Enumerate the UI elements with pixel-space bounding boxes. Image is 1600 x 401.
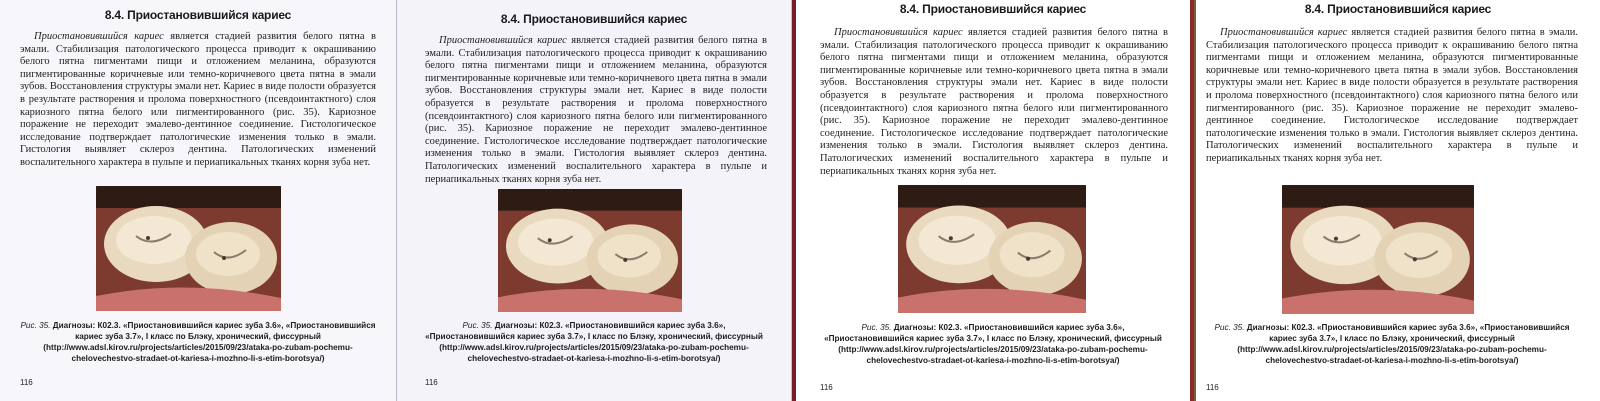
body-lead: Приостановившийся кариес	[834, 27, 963, 38]
page-title: 8.4. Приостановившийся кариес	[899, 2, 1087, 16]
page-title: 8.4. Приостановившийся кариес	[1304, 2, 1492, 16]
caption-label: Рис. 35.	[1214, 323, 1245, 332]
figure-caption	[1206, 322, 1578, 366]
page-number: 116	[20, 378, 33, 387]
page-number: 116	[1206, 383, 1219, 392]
molar-teeth-photo	[1282, 185, 1474, 314]
body-rest: является стадией развития белого пятна в эмали. Стабилизация патологического процесса приводит к окрашиванию белого пятна пигментами пищи и отложением меланина, образуются пигментированные коричневые или темно-коричневого цвета пятна в эмали зубов. Восстановления структуры эмали нет. Кариес в виде полости образуется в результате растворения и пролома поверхностного (псевдоинтактного) слоя кариозного пятна белого или пигментированного (рис. 35). Кариозное поражение не переходит эмалево-дентинное соединение. Гистологическое исследование подтверждает патологические изменения только в эмали. Гистология выявляет склероз дентина. Патологических изменений воспалительного характера в пульпе и периапикальных тканях корня зуба нет.	[820, 27, 1168, 177]
body-text	[20, 31, 376, 170]
molar-teeth-photo	[498, 189, 682, 312]
body-rest: является стадией развития белого пятна в эмали. Стабилизация патологического процесса приводит к окрашиванию белого пятна пигментами пищи и отложением меланина, образуются пигментированные коричневые или темно-коричневого цвета пятна в эмали зубов. Восстановления структуры эмали нет. Кариес в виде полости образуется в результате растворения и пролома поверхностного (псевдоинтактного) слоя кариозного пятна белого или пигментированного (рис. 35). Кариозное поражение не переходит эмалево-дентинное соединение. Гистологическое исследование подтверждает патологические изменения только в эмали. Гистология выявляет склероз дентина. Патологических изменений воспалительного характера в пульпе и периапикальных тканях корня зуба нет.	[425, 35, 767, 185]
figure-caption	[818, 322, 1168, 366]
body-lead: Приостановившийся кариес	[1220, 27, 1348, 38]
page-2	[397, 0, 792, 401]
teeth-photo	[898, 185, 1086, 313]
caption-label: Рис. 35.	[861, 323, 892, 332]
body-text	[820, 27, 1168, 178]
body-lead: Приостановившийся кариес	[439, 35, 567, 46]
caption-label: Рис. 35.	[462, 321, 493, 330]
page-4	[1194, 0, 1600, 401]
body-rest: является стадией развития белого пятна в эмали. Стабилизация патологического процесса приводит к окрашиванию белого пятна пигментами пищи и отложением меланина, образуются пигментированные коричневые или темно-коричневого цвета пятна в эмали зубов. Восстановления структуры эмали нет. Кариес в виде полости образуется в результате растворения и пролома поверхностного (псевдоинтактного) слоя кариозного пятна белого или пигментированного (рис. 35). Кариозное поражение не переходит эмалево-дентинное соединение. Гистологическое исследование подтверждает патологические изменения только в эмали. Гистология выявляет склероз дентина. Патологических изменений воспалительного характера в пульпе и периапикальных тканях корня зуба нет.	[1206, 27, 1578, 164]
caption-text: Диагнозы: К02.3. «Приостановившийся кариес зуба 3.6», «Приостановившийся кариес зуба 3.7», I класс по Блэку, хронический, фиссурный (http://www.adsl.kirov.ru/projects/articles/2015/09/23/ataka-po-zubam-pochemu-chelovechestvo-stradaet-ot-kariesa-i-mozhno-li-s-etim-borotsya/)	[425, 321, 763, 363]
body-lead: Приостановившийся кариес	[34, 31, 164, 42]
page-title: 8.4. Приостановившийся кариес	[500, 12, 688, 26]
figure-caption	[423, 320, 765, 364]
page-1	[0, 0, 397, 401]
molar-teeth-photo	[96, 186, 281, 311]
body-text	[1206, 27, 1578, 166]
page-3	[792, 0, 1194, 401]
page-number: 116	[820, 383, 833, 392]
body-text	[425, 35, 767, 186]
page-number: 116	[425, 378, 438, 387]
teeth-photo	[498, 189, 682, 312]
teeth-photo	[1282, 185, 1474, 314]
teeth-photo	[96, 186, 281, 311]
page-title: 8.4. Приостановившийся кариес	[104, 8, 292, 22]
body-rest: является стадией развития белого пятна в эмали. Стабилизация патологического процесса приводит к окрашиванию белого пятна пигментами пищи и отложением меланина, образуются пигментированные коричневые или темно-коричневого цвета пятна в эмали зубов. Восстановления структуры эмали нет. Кариес в виде полости образуется в результате растворения и пролома поверхностного (псевдоинтактного) слоя кариозного пятна белого или пигментированного (рис. 35). Кариозное поражение не переходит эмалево-дентинное соединение. Гистологическое исследование подтверждает патологические изменения только в эмали. Гистология выявляет склероз дентина. Патологических изменений воспалительного характера в пульпе и периапикальных тканях корня зуба нет.	[20, 31, 376, 168]
caption-text: Диагнозы: К02.3. «Приостановившийся кариес зуба 3.6», «Приостановившийся кариес зуба 3.7», I класс по Блэку, хронический, фиссурный (http://www.adsl.kirov.ru/projects/articles/2015/09/23/ataka-po-zubam-pochemu-chelovechestvo-stradaet-ot-kariesa-i-mozhno-li-s-etim-borotsya/)	[824, 323, 1162, 365]
caption-label: Рис. 35.	[20, 321, 51, 330]
figure-caption	[20, 320, 376, 364]
caption-text: Диагнозы: К02.3. «Приостановившийся кариес зуба 3.6», «Приостановившийся кариес зуба 3.7», I класс по Блэку, хронический, фиссурный (http://www.adsl.kirov.ru/projects/articles/2015/09/23/ataka-po-zubam-pochemu-chelovechestvo-stradaet-ot-kariesa-i-mozhno-li-s-etim-borotsya/)	[43, 321, 376, 363]
molar-teeth-photo	[898, 185, 1086, 313]
caption-text: Диагнозы: К02.3. «Приостановившийся кариес зуба 3.6», «Приостановившийся кариес зуба 3.7», I класс по Блэку, хронический, фиссурный (http://www.adsl.kirov.ru/projects/articles/2015/09/23/ataka-po-zubam-pochemu-chelovechestvo-stradaet-ot-kariesa-i-mozhno-li-s-etim-borotsya/)	[1237, 323, 1570, 365]
